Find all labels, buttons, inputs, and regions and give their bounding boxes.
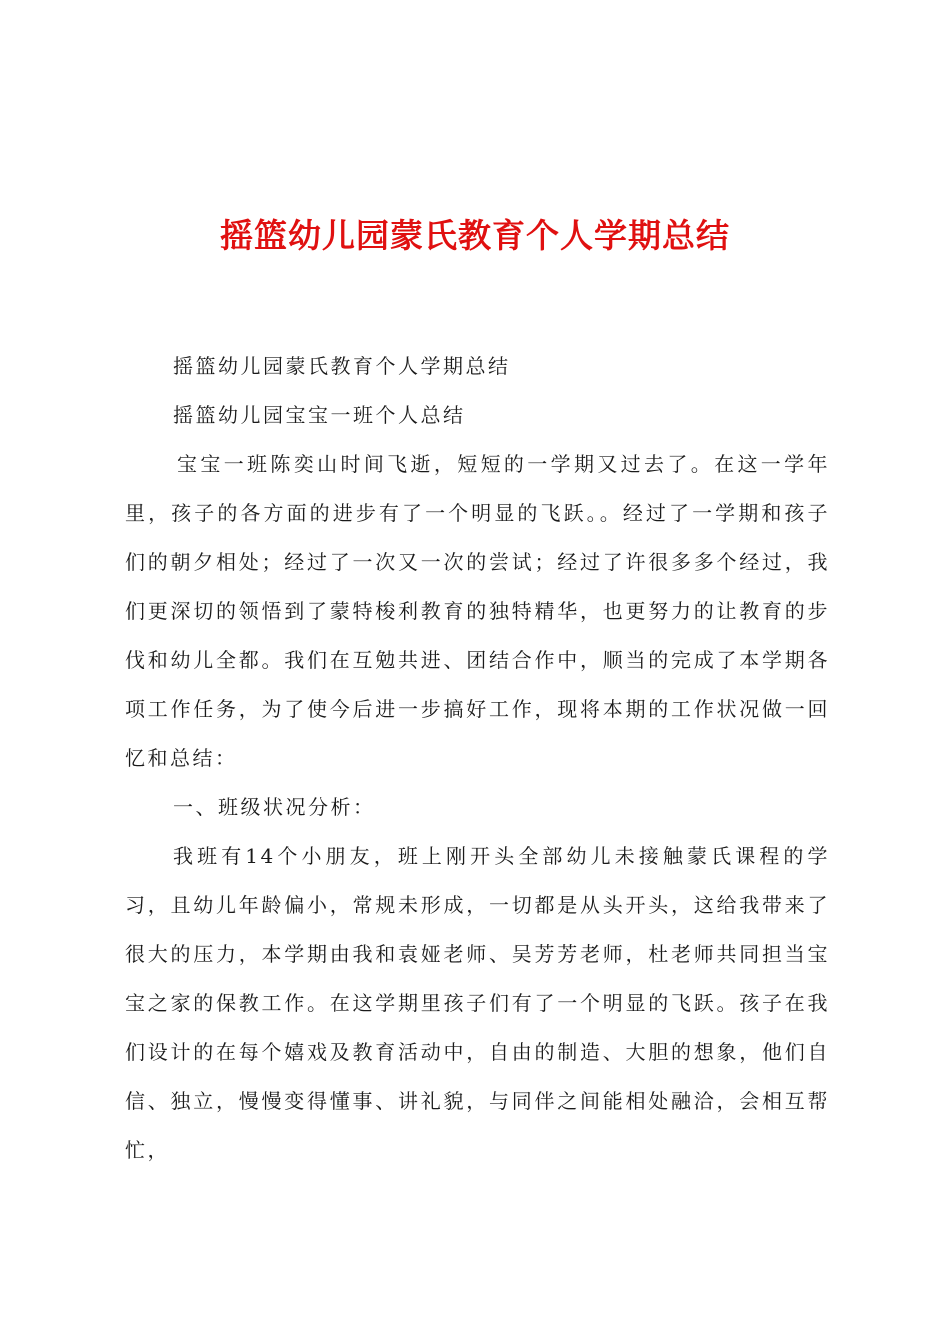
paragraph-class-heading: 摇篮幼儿园宝宝一班个人总结 bbox=[173, 403, 466, 427]
document-body bbox=[125, 342, 830, 1175]
section-heading-class-analysis: 一、班级状况分析： bbox=[173, 795, 376, 819]
paragraph-class-analysis: 我班有14个小朋友，班上刚开头全部幼儿未接触蒙氏课程的学习，且幼儿年龄偏小，常规未形成，一切都是从头开头，这给我带来了很大的压力，本学期由我和袁娅老师、吴芳芳老师，杜老师共同担当宝宝之家的保教工作。在这学期里孩子们有了一个明显的飞跃。孩子在我们设计的在每个嬉戏及教育活动中，自由的制造、大胆的想象，他们自信、独立，慢慢变得懂事、讲礼貌，与同伴之间能相处融洽，会相互帮忙， bbox=[125, 844, 830, 1162]
paragraph-subtitle: 摇篮幼儿园蒙氏教育个人学期总结 bbox=[173, 354, 511, 378]
document-title: 摇篮幼儿园蒙氏教育个人学期总结 bbox=[220, 216, 730, 255]
paragraph-intro: 宝宝一班陈奕山时间飞逝，短短的一学期又过去了。在这一学年里，孩子的各方面的进步有了一个明显的飞跃。。经过了一学期和孩子们的朝夕相处；经过了一次又一次的尝试；经过了许很多多个经过，我们更深切的领悟到了蒙特梭利教育的独特精华，也更努力的让教育的步伐和幼儿全都。我们在互勉共进、团结合作中，顺当的完成了本学期各项工作任务，为了使今后进一步搞好工作，现将本期的工作状况做一回忆和总结： bbox=[125, 452, 830, 770]
